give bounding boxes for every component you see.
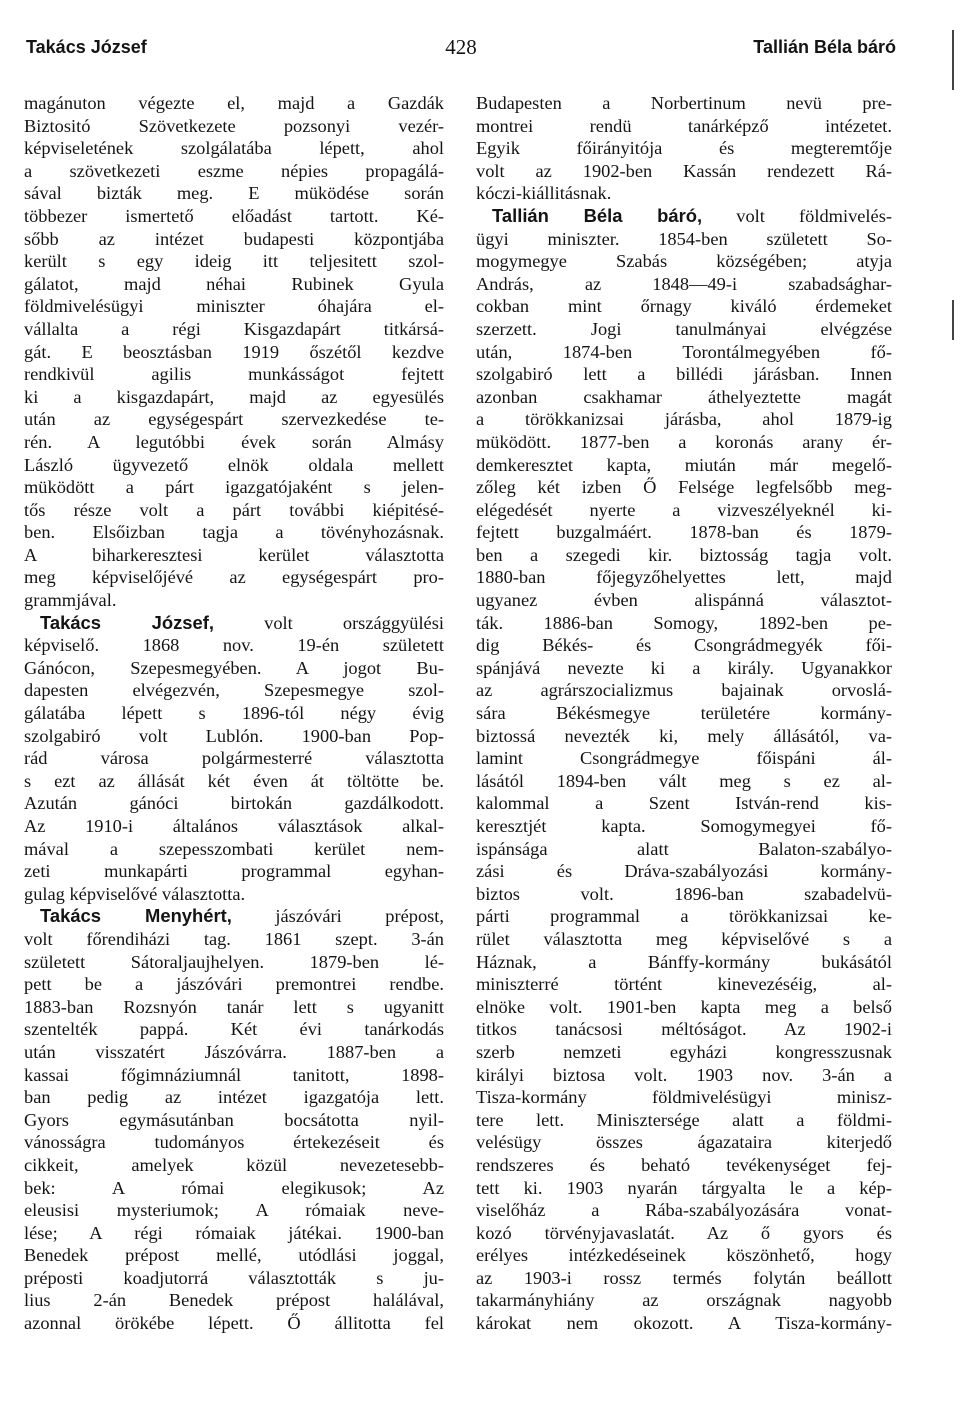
text-line [476, 1312, 892, 1335]
line-text: után visszatért Jászóvárra. 1887-ben a [24, 1041, 444, 1062]
line-text: velésügy összes ágazataira kiterjedő [476, 1132, 892, 1153]
line-text: földmivelésügyi miniszter óhajára el- [24, 296, 444, 317]
text-line [476, 815, 892, 838]
line-text: Biztositó Szövetkezete pozsonyi vezér- [24, 115, 444, 136]
line-text: tős része volt a párt további kiépitésé- [24, 499, 444, 520]
text-line [476, 1131, 892, 1154]
text-line [24, 1312, 444, 1335]
text-line [476, 1154, 892, 1177]
line-text: cikkeit, amelyek közül nevezetesebb- [24, 1154, 444, 1175]
text-line [24, 476, 444, 499]
line-text: zőleg két izben Ő Felsége legfelsőbb meg- [476, 477, 892, 498]
line-text: rád városa polgármesterré választotta [24, 748, 444, 769]
line-text: elnöke volt. 1901-ben kapta meg a belső [476, 996, 892, 1017]
line-text: pett be a jászóvári premontrei rendbe. [24, 974, 444, 995]
line-text: dapesten elvégezvén, Szepesmegye szol- [24, 680, 444, 701]
text-line [24, 1041, 444, 1064]
entry-heading: Takács Menyhért, [40, 905, 232, 927]
text-line [24, 1086, 444, 1109]
text-line [476, 612, 892, 635]
text-line [24, 1109, 444, 1132]
line-text: képviseletének szolgálatába lépett, ahol [24, 138, 444, 159]
line-text: Benedek prépost mellé, utódlási joggal, [24, 1245, 444, 1266]
text-line [476, 363, 892, 386]
text-line [476, 1289, 892, 1312]
line-text: született Sátoraljaujhelyen. 1879-ben lé- [24, 951, 444, 972]
line-text: volt országgyülési [214, 612, 444, 633]
text-line [24, 1018, 444, 1041]
entry-heading: Tallián Béla báró, [492, 204, 703, 226]
line-text: többezer ismertető előadást tartott. Ké- [24, 205, 444, 226]
line-text: zeti munkapárti programmal egyhan- [24, 861, 444, 882]
line-text: spánjává nevezte ki a király. Ugyanakkor [476, 657, 892, 678]
line-text: rület választotta meg képviselővé s a [476, 928, 892, 949]
text-line [476, 228, 892, 251]
line-text: sőbb az intézet budapesti központjába [24, 228, 444, 249]
page-number: 428 [445, 35, 477, 59]
line-text: Gyors egymásutánban bocsátotta nyil- [24, 1109, 444, 1130]
line-text: kassai főgimnáziumnál tanitott, 1898- [24, 1064, 444, 1085]
text-line [476, 160, 892, 183]
text-line [476, 1177, 892, 1200]
text-line [24, 115, 444, 138]
text-line [476, 386, 892, 409]
text-line [476, 973, 892, 996]
text-line [24, 634, 444, 657]
line-text: zási és Dráva-szabályozási kormány- [476, 861, 892, 882]
line-text: eleusisi mysteriumok; A rómaiak neve- [24, 1200, 444, 1221]
line-text: rendkivül agilis munkásságot fejtett [24, 364, 444, 385]
line-text: kalommal a Szent István-rend kis- [476, 793, 892, 814]
running-head-right: Tallián Béla báró [753, 37, 896, 57]
line-text: szerb nemzeti egyházi kongresszusnak [476, 1041, 892, 1062]
line-text: Egyik főirányitója és megteremtője [476, 138, 892, 159]
line-text: volt főrendiházi tag. 1861 szept. 3-án [24, 928, 444, 949]
text-line [476, 883, 892, 906]
text-line [476, 1086, 892, 1109]
text-line [24, 363, 444, 386]
text-line [24, 1131, 444, 1154]
line-text: párti programmal a törökkanizsai ke- [476, 906, 892, 927]
text-line [24, 1199, 444, 1222]
line-text: az agrárszocializmus bajainak orvoslá- [476, 680, 892, 701]
text-line [476, 92, 892, 115]
text-line [476, 860, 892, 883]
text-line [24, 1289, 444, 1312]
entry-heading: Takács József, [40, 611, 214, 633]
line-text: Háznak, a Bánffy-kormány bukásától [476, 951, 892, 972]
line-text: jászóvári prépost, [231, 906, 445, 927]
line-text: ugyanez évben alispánná választot- [476, 590, 892, 611]
text-line [24, 499, 444, 522]
text-line [24, 544, 444, 567]
line-text: volt földmivelés- [702, 205, 892, 226]
line-text: A biharkeresztesi kerület választotta [24, 544, 444, 565]
text-line [476, 996, 892, 1019]
text-line [476, 1267, 892, 1290]
text-line [24, 295, 444, 318]
text-line [24, 137, 444, 160]
line-text: erélyes intézkedéseinek köszönhető, hogy [476, 1245, 892, 1266]
text-line [476, 928, 892, 951]
text-line [24, 160, 444, 183]
text-line [476, 634, 892, 657]
line-text: azonban csakhamar áthelyeztette magát [476, 386, 892, 407]
line-text: lamint Csongrádmegye főispáni ál- [476, 748, 892, 769]
line-text: László ügyvezető elnök oldala mellett [24, 454, 444, 475]
text-line [476, 521, 892, 544]
text-line [24, 341, 444, 364]
text-line [476, 205, 892, 228]
text-line [476, 679, 892, 702]
line-text: lásától 1894-ben vált meg s ez al- [476, 770, 892, 791]
line-text: tett ki. 1903 nyarán tárgyalta le a kép- [476, 1177, 892, 1198]
line-text: gát. E beosztásban 1919 őszétől kezdve [24, 341, 444, 362]
text-line [24, 1222, 444, 1245]
text-line [24, 1244, 444, 1267]
text-line [476, 341, 892, 364]
line-text: ben. Elsőizban tagja a tövényhozásnak. [24, 522, 444, 543]
line-text: ispánsága alatt Balaton-szabályo- [476, 838, 892, 859]
text-line [476, 454, 892, 477]
text-line [24, 228, 444, 251]
line-text: szentelték pappá. Két évi tanárkodás [24, 1019, 444, 1040]
line-text: a szövetkezeti eszme népies propagálá- [24, 160, 444, 181]
text-line [476, 182, 892, 205]
text-line [476, 905, 892, 928]
text-line [24, 408, 444, 431]
line-text: magánuton végezte el, majd a Gazdák [24, 93, 444, 113]
line-text: kóczi-kiállitásnak. [476, 183, 612, 204]
text-line [24, 250, 444, 273]
line-text: s ezt az állását két éven át töltötte be. [24, 770, 444, 791]
text-line [476, 725, 892, 748]
text-line [24, 612, 444, 635]
line-text: Budapesten a Norbertinum nevü pre- [476, 93, 892, 113]
line-text: demkeresztet kapta, miután már megelő- [476, 454, 892, 475]
line-text: királyi biztosa volt. 1903 nov. 3-án a [476, 1064, 892, 1085]
text-line [476, 770, 892, 793]
running-head [26, 32, 896, 62]
text-line [24, 792, 444, 815]
text-line [476, 702, 892, 725]
line-text: szolgabiró volt Lublón. 1900-ban Pop- [24, 725, 444, 746]
line-text: lius 2-án Benedek prépost halálával, [24, 1290, 444, 1311]
line-text: bek: A római elegikusok; Az [24, 1177, 444, 1198]
text-line [24, 454, 444, 477]
line-text: ki a kisgazdapárt, majd az egyesülés [24, 386, 444, 407]
line-text: miniszterré történt kinevezéséig, al- [476, 974, 892, 995]
text-line [476, 792, 892, 815]
line-text: biztos volt. 1896-ban szabadelvü- [476, 883, 892, 904]
text-line [24, 951, 444, 974]
text-line [476, 566, 892, 589]
text-line [24, 905, 444, 928]
line-text: mogymegye Szabás községében; atyja [476, 251, 892, 272]
line-text: müködött a párt igazgatójaként s jelen- [24, 477, 444, 498]
text-line [24, 657, 444, 680]
text-line [24, 521, 444, 544]
text-line [24, 996, 444, 1019]
line-text: Az 1910-i általános választások alkal- [24, 816, 444, 836]
text-line [24, 725, 444, 748]
line-text: András, az 1848—49-i szabadsághar- [476, 273, 892, 294]
text-line [476, 115, 892, 138]
text-line [476, 1199, 892, 1222]
line-text: gálatába lépett s 1896-tól négy évig [24, 703, 444, 724]
line-text: elégedését nyerte a vizveszélyeknél ki- [476, 499, 892, 520]
text-line [476, 408, 892, 431]
text-line [476, 657, 892, 680]
line-text: grammjával. [24, 590, 117, 611]
line-text: Tisza-kormány földmivelésügyi minisz- [476, 1087, 892, 1108]
line-text: szolgabiró lett a billédi járásban. Innen [476, 364, 892, 385]
line-text: meg képviselőjévé az egységespárt pro- [24, 567, 444, 588]
line-text: sára Békésmegye területére kormány- [476, 703, 892, 724]
text-line [24, 205, 444, 228]
text-line [24, 838, 444, 861]
line-text: Azután gánóci birtokán gazdálkodott. [24, 793, 444, 814]
text-line [24, 182, 444, 205]
line-text: viselőház a Rába-szabályozására vonat- [476, 1200, 892, 1221]
line-text: vánosságra tudományos értekezéseit és [24, 1132, 444, 1153]
text-line [476, 1244, 892, 1267]
line-text: Gánócon, Szepesmegyében. A jogot Bu- [24, 657, 444, 678]
left-column [24, 92, 444, 1335]
line-text: 1880-ban főjegyzőhelyettes lett, majd [476, 567, 892, 588]
line-text: préposti koadjutorrá választották s ju- [24, 1267, 444, 1288]
line-text: a törökkanizsai járásba, ahol 1879-ig [476, 409, 892, 430]
line-text: müködött. 1877-ben a koronás arany ér- [476, 431, 892, 452]
line-text: volt az 1902-ben Kassán rendezett Rá- [476, 160, 892, 181]
text-line [476, 951, 892, 974]
line-text: kozó törvényjavaslatát. Az ő gyors és [476, 1222, 892, 1243]
text-line [24, 860, 444, 883]
text-line [476, 1041, 892, 1064]
text-line [476, 295, 892, 318]
line-text: károkat nem okozott. A Tisza-kormány- [476, 1313, 892, 1334]
line-text: az 1903-i rossz termés folytán beállott [476, 1267, 892, 1288]
running-head-left: Takács József [26, 37, 147, 57]
text-line [24, 1177, 444, 1200]
line-text: keresztjét kapta. Somogymegyei fő- [476, 816, 892, 836]
line-text: után az egységespárt szervezkedése te- [24, 409, 444, 430]
text-line [476, 250, 892, 273]
text-line [24, 815, 444, 838]
line-text: lése; A régi rómaiak játékai. 1900-ban [24, 1222, 444, 1243]
line-text: ban pedig az intézet igazgatója lett. [24, 1087, 444, 1108]
text-line [24, 318, 444, 341]
line-text: ügyi miniszter. 1854-ben született So- [476, 228, 892, 249]
text-line [476, 431, 892, 454]
line-text: mával a szepesszombati kerület nem- [24, 838, 444, 859]
right-column [476, 92, 892, 1335]
text-line [24, 747, 444, 770]
text-line [476, 137, 892, 160]
text-line [24, 679, 444, 702]
text-line [476, 838, 892, 861]
text-line [476, 273, 892, 296]
line-text: rén. A legutóbbi évek során Almásy [24, 431, 444, 452]
text-line [24, 589, 444, 612]
line-text: 1883-ban Rozsnyón tanár lett s ugyanitt [24, 996, 444, 1017]
text-line [476, 476, 892, 499]
text-line [476, 1064, 892, 1087]
text-line [24, 928, 444, 951]
line-text: takarmányhiány az országnak nagyobb [476, 1290, 892, 1311]
text-line [24, 386, 444, 409]
line-text: szerzett. Jogi tanulmányai elvégzése [476, 318, 892, 339]
text-line [476, 499, 892, 522]
text-line [24, 273, 444, 296]
line-text: vállalta a régi Kisgazdapárt titkársá- [24, 318, 444, 339]
line-text: képviselő. 1868 nov. 19-én született [24, 635, 444, 656]
text-line [476, 747, 892, 770]
text-line [24, 1267, 444, 1290]
line-text: került s egy ideig itt teljesitett szol- [24, 251, 444, 272]
page-edge-mark [952, 30, 954, 90]
text-line [24, 1064, 444, 1087]
text-line [476, 1018, 892, 1041]
text-line [476, 318, 892, 341]
text-line [476, 544, 892, 567]
text-line [24, 702, 444, 725]
line-text: után, 1874-ben Torontálmegyében fő- [476, 341, 892, 362]
line-text: fejtett buzgalmáért. 1878-ban és 1879- [476, 522, 892, 543]
text-line [476, 589, 892, 612]
text-line [24, 92, 444, 115]
line-text: titkos tanácsosi méltóságot. Az 1902-i [476, 1019, 892, 1040]
page-edge-mark [952, 300, 954, 340]
line-text: dig Békés- és Csongrádmegyék fői- [476, 635, 892, 656]
line-text: gálatot, majd néhai Rubinek Gyula [24, 273, 444, 294]
text-line [24, 770, 444, 793]
text-line [24, 883, 444, 906]
line-text: gulag képviselővé választotta. [24, 883, 246, 904]
text-line [24, 431, 444, 454]
line-text: sával bizták meg. E müködése során [24, 183, 444, 204]
text-line [24, 566, 444, 589]
text-line [24, 1154, 444, 1177]
line-text: ben a szegedi kir. biztosság tagja volt. [476, 544, 892, 565]
line-text: cokban mint őrnagy kiváló érdemeket [476, 296, 892, 317]
line-text: biztossá nevezték ki, mely állásától, va- [476, 725, 892, 746]
line-text: montrei rendü tanárképző intézetet. [476, 115, 892, 136]
line-text: ták. 1886-ban Somogy, 1892-ben pe- [476, 612, 892, 633]
line-text: rendszeres és beható tevékenységet fej- [476, 1154, 892, 1175]
line-text: azonnal örökébe lépett. Ő állitotta fel [24, 1313, 444, 1334]
line-text: tere lett. Minisztersége alatt a földmi- [476, 1109, 892, 1130]
text-line [24, 973, 444, 996]
text-line [476, 1109, 892, 1132]
text-line [476, 1222, 892, 1245]
